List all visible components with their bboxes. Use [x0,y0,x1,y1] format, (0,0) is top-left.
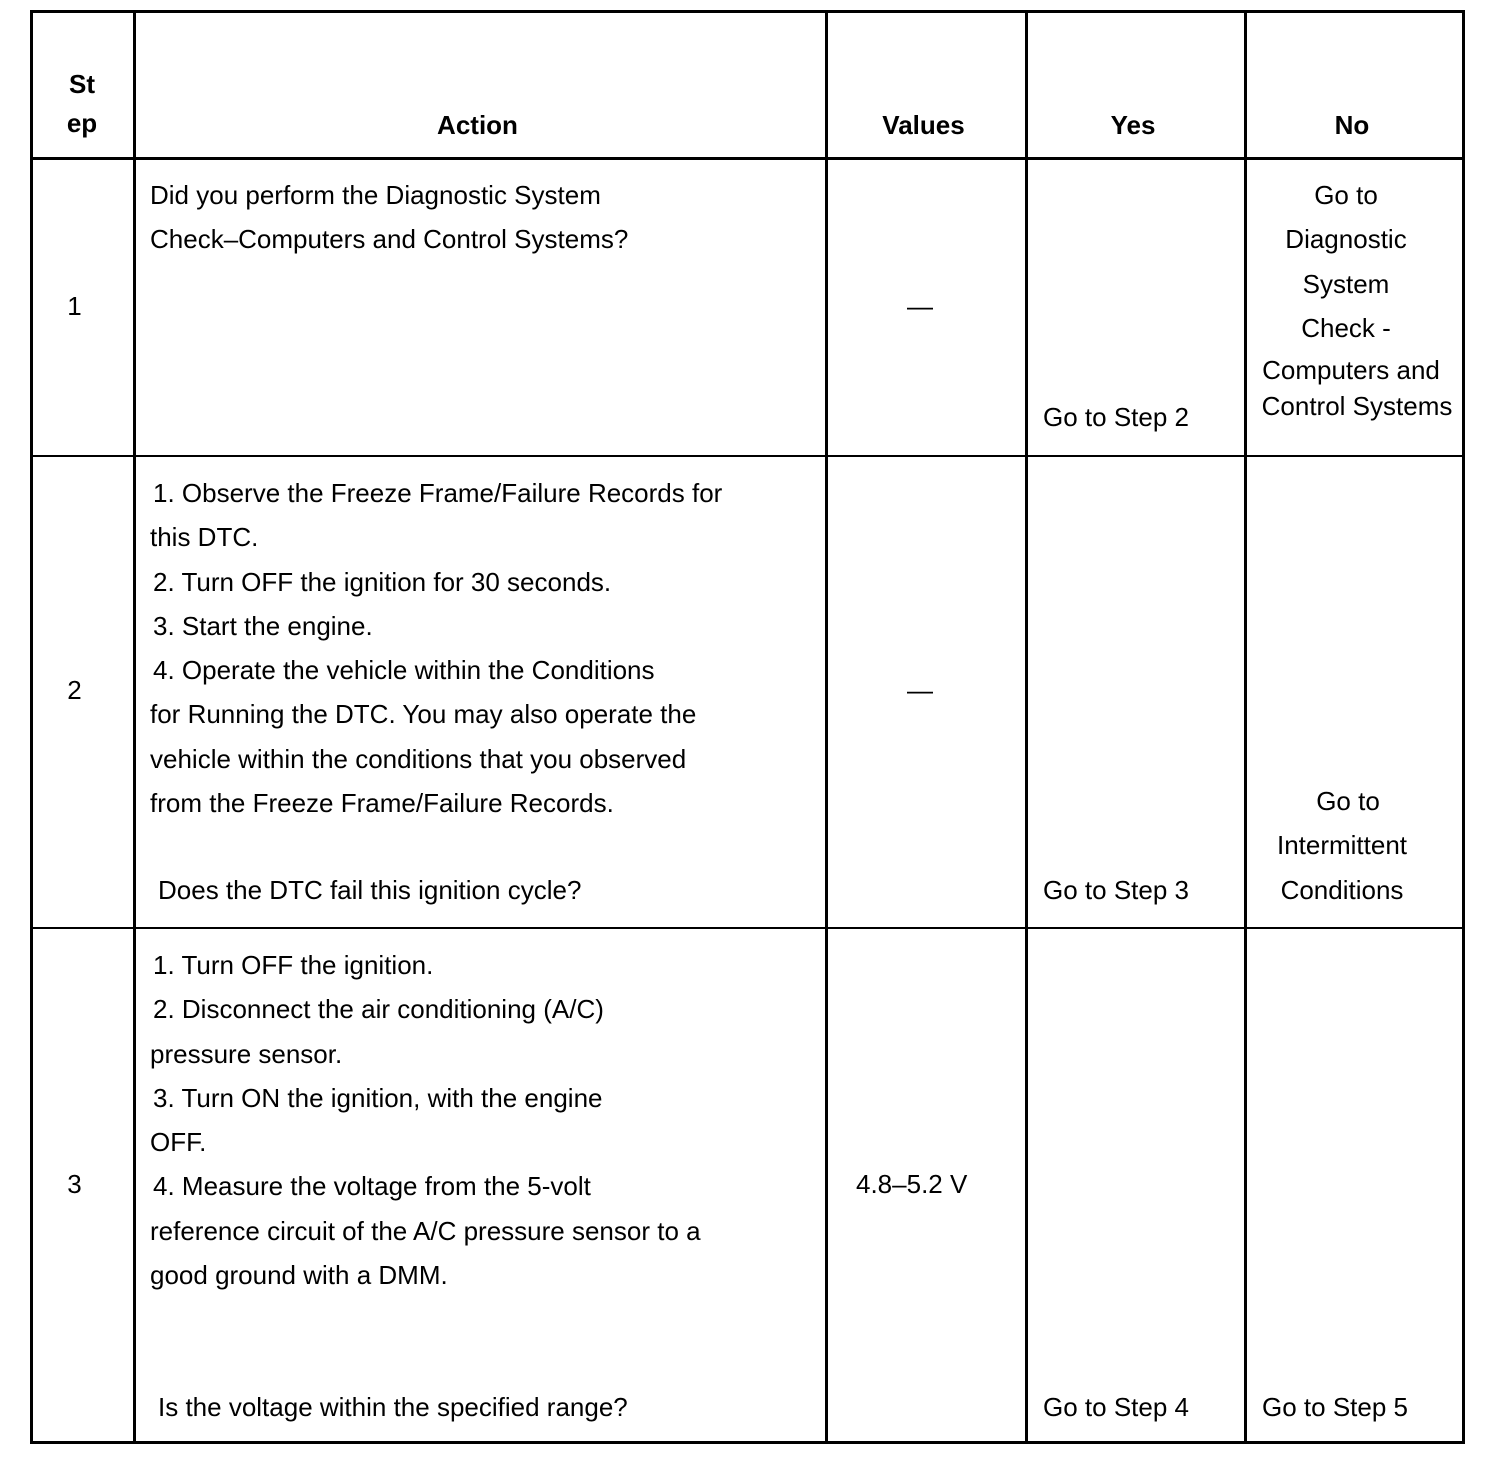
no-line: Conditions [1280,874,1404,905]
action-line: this DTC. [150,522,259,553]
action-line: Did you perform the Diagnostic System [150,180,601,210]
step-number: 3 [67,1169,82,1199]
header-step [33,65,131,143]
no-line: Check - [1301,312,1391,343]
action-line: 3. Start the engine. [153,610,373,641]
row-divider [33,455,1462,457]
header-values: Values [882,110,965,140]
no-text [1244,779,1440,912]
no-line: Intermittent [1276,830,1408,861]
action-line: 2. Disconnect the air conditioning (A/C) [153,994,604,1025]
no-line: Go to [1314,180,1378,210]
header-action: Action [437,110,518,140]
yes-text: Go to Step 3 [1043,875,1189,905]
header-yes: Yes [1110,110,1156,140]
action-line: reference circuit of the A/C pressure sensor to a [150,1215,701,1246]
action-line: for Running the DTC. You may also operate the [150,699,697,730]
action-line: 1. Observe the Freeze Frame/Failure Records for [153,478,723,508]
action-question: Does the DTC fail this ignition cycle? [158,875,582,905]
action-line: 4. Operate the vehicle within the Conditions [153,655,655,686]
yes-text: Go to Step 4 [1043,1392,1189,1422]
header-step-line: St [69,69,95,99]
action-text [150,471,723,825]
no-line: System [1302,268,1390,299]
header-step-line: ep [66,108,98,138]
action-line: 4. Measure the voltage from the 5-volt [153,1171,591,1202]
no-line: Computers and [1262,355,1440,386]
no-line: Diagnostic [1285,224,1407,255]
action-line: 2. Turn OFF the ignition for 30 seconds. [153,566,612,597]
action-line: 1. Turn OFF the ignition. [153,950,434,980]
yes-text: Go to Step 2 [1043,402,1189,432]
action-text [150,173,628,262]
no-text [1250,173,1453,422]
action-line: OFF. [150,1127,207,1158]
value-text: — [907,675,933,705]
action-line: pressure sensor. [150,1038,343,1069]
action-line: from the Freeze Frame/Failure Records. [150,788,614,819]
action-question: Is the voltage within the specified range? [158,1392,628,1422]
action-text [150,943,701,1297]
action-line: good ground with a DMM. [150,1260,448,1291]
value-text: 4.8–5.2 V [856,1169,968,1199]
no-line: Control Systems [1261,391,1453,422]
value-text: — [907,291,933,321]
no-text: Go to Step 5 [1262,1392,1408,1422]
column-divider [1025,13,1028,1441]
column-divider [133,13,136,1441]
column-divider [1244,13,1247,1441]
action-line: 3. Turn ON the ignition, with the engine [153,1082,603,1113]
no-line: Go to [1316,786,1380,816]
step-number: 2 [67,675,82,705]
header-divider [33,157,1462,160]
action-line: Check–Computers and Control Systems? [150,224,629,255]
step-number: 1 [67,291,82,321]
row-divider [33,927,1462,929]
header-no: No [1334,110,1370,140]
column-divider [825,13,828,1441]
action-line: vehicle within the conditions that you observed [150,743,687,774]
